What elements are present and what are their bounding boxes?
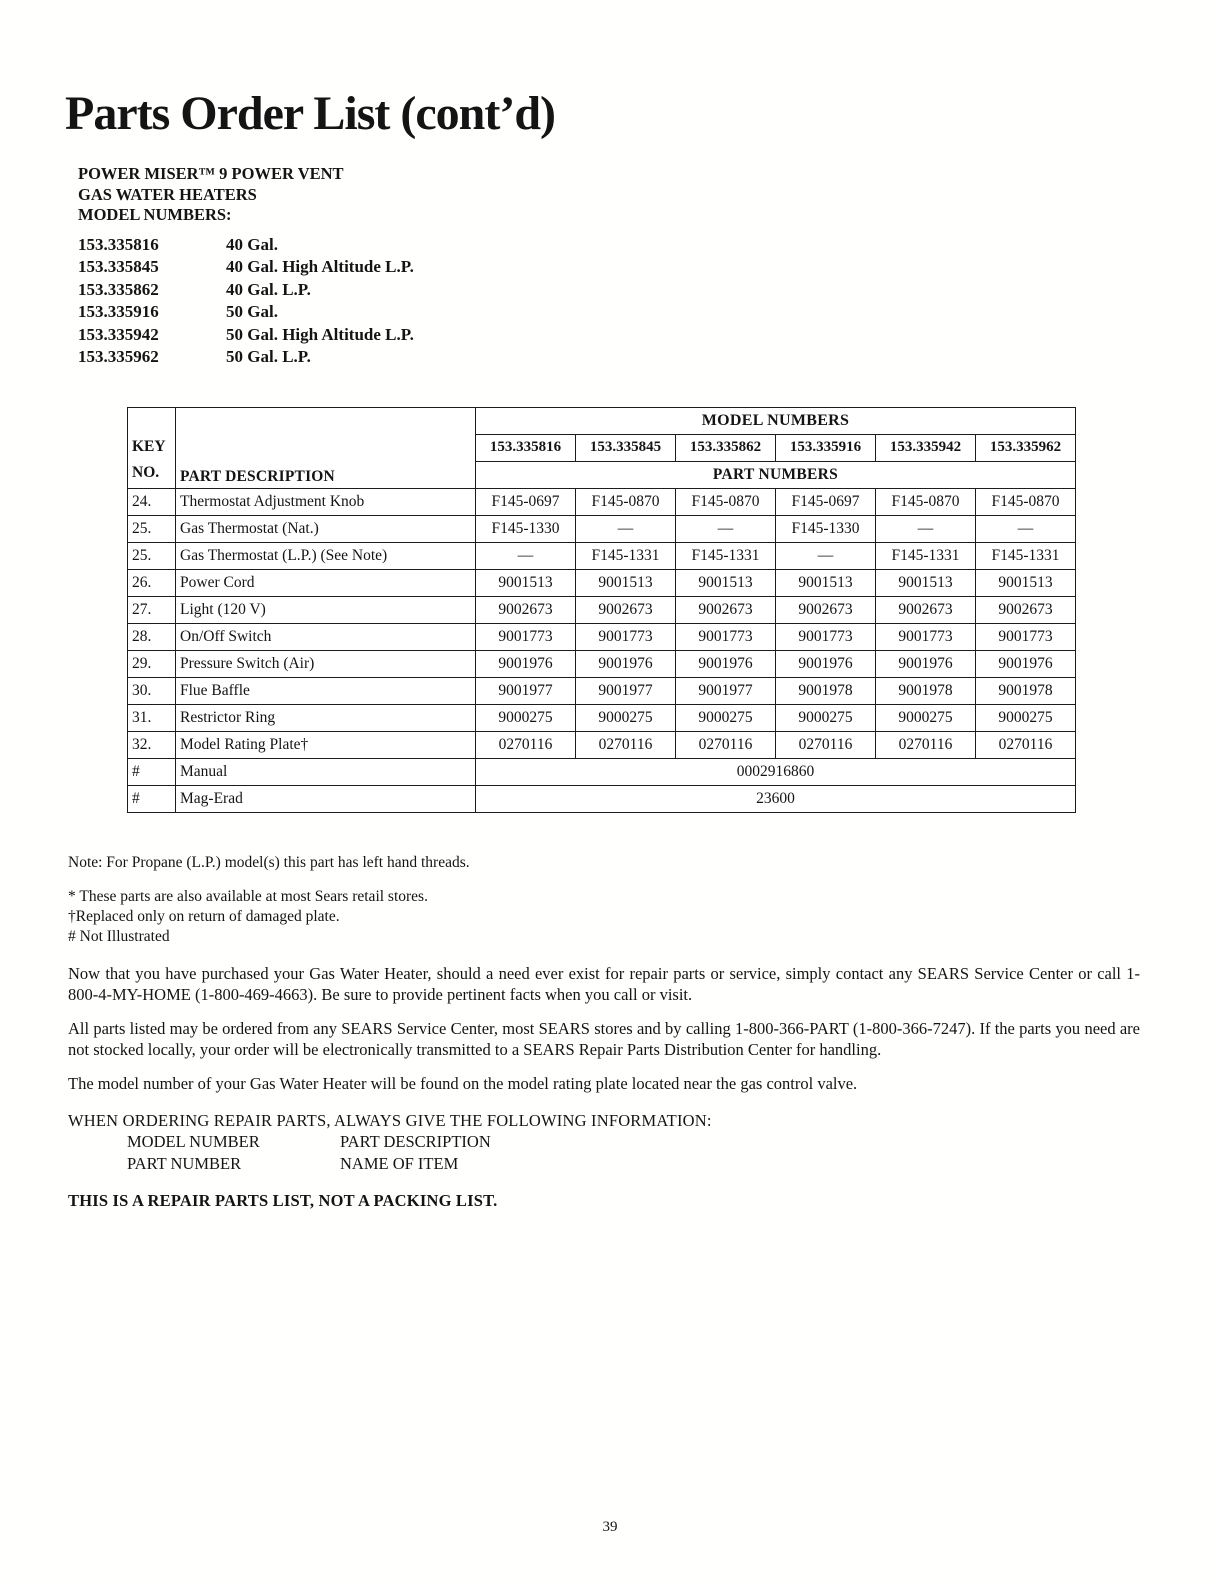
ordering-row <box>127 1153 1140 1175</box>
part-number-cell: 9000275 <box>476 704 576 731</box>
part-description-cell: Model Rating Plate† <box>176 731 476 758</box>
ordering-info-item: NAME OF ITEM <box>340 1153 459 1173</box>
part-row <box>128 785 1076 812</box>
model-list-item <box>78 346 1140 369</box>
part-number-cell: F145-1331 <box>876 542 976 569</box>
part-number-cell: 9001513 <box>676 569 776 596</box>
part-description-cell: Pressure Switch (Air) <box>176 650 476 677</box>
note-line: †Replaced only on return of damaged plate. <box>68 907 340 925</box>
model-list <box>78 234 1140 369</box>
part-number-cell: F145-0870 <box>976 488 1076 515</box>
body-copy <box>68 963 1140 1094</box>
part-description-cell: Restrictor Ring <box>176 704 476 731</box>
model-column-header: 153.335845 <box>576 434 676 461</box>
part-number-cell: 9000275 <box>576 704 676 731</box>
part-number-cell: 9001976 <box>976 650 1076 677</box>
model-description: 40 Gal. <box>226 234 278 254</box>
repair-list-notice: THIS IS A REPAIR PARTS LIST, NOT A PACKING LIST. <box>68 1190 498 1210</box>
part-number-cell: 9002673 <box>576 596 676 623</box>
part-key-cell: 32. <box>128 731 176 758</box>
part-number-cell: — <box>976 515 1076 542</box>
part-number-cell: 9001773 <box>676 623 776 650</box>
part-number-cell: F145-0697 <box>476 488 576 515</box>
ordering-row <box>127 1131 1140 1153</box>
model-list-item <box>78 301 1140 324</box>
part-row <box>128 542 1076 569</box>
ordering-heading: WHEN ORDERING REPAIR PARTS, ALWAYS GIVE THE FOLLOWING INFORMATION: <box>68 1110 712 1130</box>
notes-section <box>68 853 1140 947</box>
part-number-cell: — <box>876 515 976 542</box>
part-row <box>128 623 1076 650</box>
part-row <box>128 758 1076 785</box>
part-number-cell: F145-1330 <box>476 515 576 542</box>
part-key-cell: 30. <box>128 677 176 704</box>
model-number: 153.335845 <box>78 257 159 276</box>
part-row <box>128 596 1076 623</box>
ordering-info-item: MODEL NUMBER <box>127 1131 260 1151</box>
part-number-cell: 9001773 <box>576 623 676 650</box>
part-number-cell: F145-0870 <box>676 488 776 515</box>
note-line: # Not Illustrated <box>68 927 170 945</box>
model-description: 50 Gal. L.P. <box>226 347 311 366</box>
part-description-cell: Mag-Erad <box>176 785 476 812</box>
part-description-cell: Gas Thermostat (Nat.) <box>176 515 476 542</box>
part-number-cell: 9001773 <box>476 623 576 650</box>
product-header-line: POWER MISER™ 9 POWER VENT <box>78 164 344 183</box>
part-number-cell: 9001513 <box>776 569 876 596</box>
model-numbers-header: MODEL NUMBERS <box>476 407 1076 434</box>
part-number-cell: 9000275 <box>876 704 976 731</box>
part-number-cell: 0270116 <box>976 731 1076 758</box>
model-list-item <box>78 279 1140 302</box>
part-row <box>128 704 1076 731</box>
product-header-line: GAS WATER HEATERS <box>78 184 257 204</box>
part-description-cell: Gas Thermostat (L.P.) (See Note) <box>176 542 476 569</box>
ordering-section <box>68 1110 1140 1211</box>
model-number: 153.335962 <box>78 347 159 366</box>
model-list-item <box>78 256 1140 279</box>
part-number-cell: F145-1331 <box>676 542 776 569</box>
part-number-cell: — <box>476 542 576 569</box>
part-number-cell: 9002673 <box>976 596 1076 623</box>
model-column-header: 153.335942 <box>876 434 976 461</box>
product-header-line: MODEL NUMBERS: <box>78 205 232 224</box>
part-key-cell: 24. <box>128 488 176 515</box>
product-header <box>78 164 1140 369</box>
part-number-cell: 9001976 <box>876 650 976 677</box>
model-column-header: 153.335962 <box>976 434 1076 461</box>
part-description-cell: Manual <box>176 758 476 785</box>
part-number-cell: 9001513 <box>876 569 976 596</box>
model-number: 153.335916 <box>78 302 159 321</box>
model-description: 40 Gal. High Altitude L.P. <box>226 257 414 276</box>
part-number-cell: 9002673 <box>776 596 876 623</box>
part-number-cell: 9002673 <box>676 596 776 623</box>
part-number-cell: 0270116 <box>476 731 576 758</box>
key-col-header <box>128 407 176 488</box>
part-number-cell: 9001978 <box>776 677 876 704</box>
ordering-info-item: PART DESCRIPTION <box>340 1131 491 1151</box>
part-description-cell: Thermostat Adjustment Knob <box>176 488 476 515</box>
model-number: 153.335942 <box>78 324 159 344</box>
part-number-cell: 9001976 <box>576 650 676 677</box>
part-number-cell: — <box>676 515 776 542</box>
part-number-cell: 0270116 <box>776 731 876 758</box>
part-row <box>128 569 1076 596</box>
part-number-cell: 9002673 <box>476 596 576 623</box>
part-number-span-cell: 0002916860 <box>476 758 1076 785</box>
part-row <box>128 677 1076 704</box>
part-row <box>128 515 1076 542</box>
part-key-cell: 28. <box>128 623 176 650</box>
part-number-cell: 9000275 <box>776 704 876 731</box>
model-description: 40 Gal. L.P. <box>226 279 311 299</box>
part-number-cell: 9000275 <box>976 704 1076 731</box>
part-number-cell: 9001513 <box>576 569 676 596</box>
description-col-header: PART DESCRIPTION <box>176 407 476 488</box>
note-line: * These parts are also available at most Sears retail stores. <box>68 887 428 905</box>
model-list-item <box>78 234 1140 257</box>
part-number-cell: 9001773 <box>776 623 876 650</box>
part-numbers-header: PART NUMBERS <box>476 461 1076 488</box>
part-description-cell: Light (120 V) <box>176 596 476 623</box>
part-key-cell: 25. <box>128 515 176 542</box>
part-row <box>128 488 1076 515</box>
body-paragraph: The model number of your Gas Water Heater will be found on the model rating plate located near the gas control valve. <box>68 1073 858 1093</box>
note-line: Note: For Propane (L.P.) model(s) this part has left hand threads. <box>68 853 470 871</box>
model-number: 153.335862 <box>78 279 159 299</box>
part-number-cell: F145-1331 <box>976 542 1076 569</box>
model-description: 50 Gal. <box>226 302 278 321</box>
part-number-cell: F145-0870 <box>876 488 976 515</box>
part-number-span-cell: 23600 <box>476 785 1076 812</box>
part-key-cell: # <box>128 758 176 785</box>
part-number-cell: 9000275 <box>676 704 776 731</box>
part-key-cell: # <box>128 785 176 812</box>
part-number-cell: 9001977 <box>576 677 676 704</box>
part-number-cell: 9002673 <box>876 596 976 623</box>
part-number-cell: 9001773 <box>976 623 1076 650</box>
part-number-cell: F145-1330 <box>776 515 876 542</box>
model-column-header: 153.335816 <box>476 434 576 461</box>
key-col-header-line: NO. <box>132 463 160 481</box>
part-key-cell: 29. <box>128 650 176 677</box>
part-description-cell: Flue Baffle <box>176 677 476 704</box>
part-key-cell: 27. <box>128 596 176 623</box>
model-column-header: 153.335862 <box>676 434 776 461</box>
key-col-header-line: KEY <box>132 437 166 455</box>
body-paragraph: All parts listed may be ordered from any SEARS Service Center, most SEARS stores and by calling 1-800-366-PART (1-800-366-7247). If the parts you need are not stocked locally, your order will be electronically transmitted to a SEARS Repair Parts Distribution Center for handling. <box>68 1018 1140 1059</box>
part-number-cell: 9001976 <box>776 650 876 677</box>
parts-table <box>127 407 1076 813</box>
part-number-cell: 0270116 <box>876 731 976 758</box>
part-number-cell: 9001773 <box>876 623 976 650</box>
model-column-header: 153.335916 <box>776 434 876 461</box>
part-number-cell: F145-0697 <box>776 488 876 515</box>
model-number: 153.335816 <box>78 234 159 254</box>
part-number-cell: 9001976 <box>676 650 776 677</box>
part-description-cell: On/Off Switch <box>176 623 476 650</box>
part-number-cell: 9001513 <box>476 569 576 596</box>
part-number-cell: 9001978 <box>976 677 1076 704</box>
part-description-cell: Power Cord <box>176 569 476 596</box>
page-number: 39 <box>602 1519 618 1535</box>
part-number-cell: 9001978 <box>876 677 976 704</box>
part-number-cell: F145-1331 <box>576 542 676 569</box>
part-number-cell: 0270116 <box>576 731 676 758</box>
part-number-cell: 9001977 <box>676 677 776 704</box>
part-row <box>128 650 1076 677</box>
page-title: Parts Order List (cont’d) <box>65 87 556 140</box>
part-key-cell: 25. <box>128 542 176 569</box>
part-number-cell: F145-0870 <box>576 488 676 515</box>
part-row <box>128 731 1076 758</box>
part-number-cell: 9001513 <box>976 569 1076 596</box>
body-paragraph: Now that you have purchased your Gas Water Heater, should a need ever exist for repair parts or service, simply contact any SEARS Service Center or call 1-800-4-MY-HOME (1-800-469-4663). Be sure to provide pertinent facts when you call or visit. <box>68 963 1140 1004</box>
ordering-info-item: PART NUMBER <box>127 1153 242 1173</box>
part-key-cell: 31. <box>128 704 176 731</box>
model-list-item <box>78 324 1140 347</box>
part-key-cell: 26. <box>128 569 176 596</box>
part-number-cell: 0270116 <box>676 731 776 758</box>
part-number-cell: 9001976 <box>476 650 576 677</box>
model-description: 50 Gal. High Altitude L.P. <box>226 324 414 344</box>
part-number-cell: — <box>776 542 876 569</box>
table-header-row-model-numbers <box>128 407 1076 434</box>
part-number-cell: 9001977 <box>476 677 576 704</box>
part-number-cell: — <box>576 515 676 542</box>
